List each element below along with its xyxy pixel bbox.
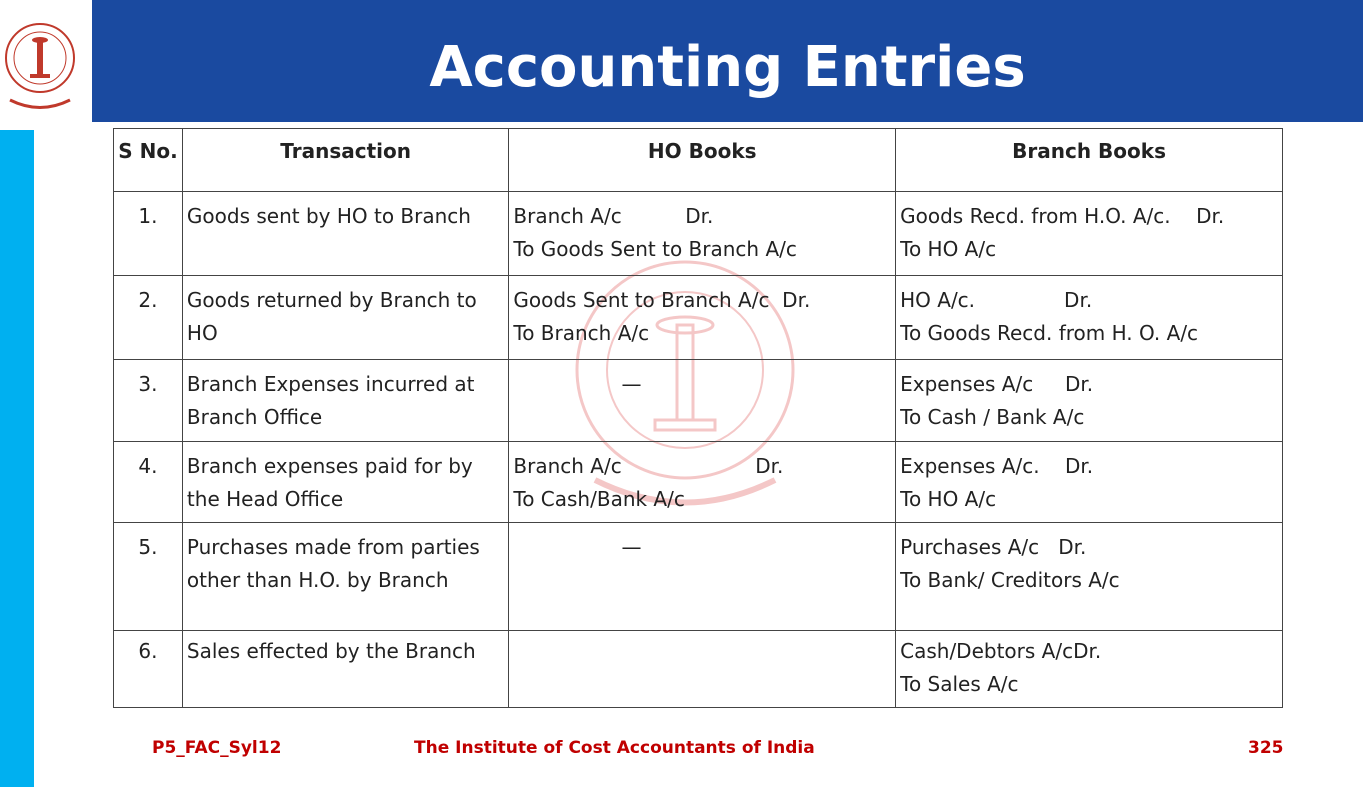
row-ho-entry bbox=[509, 360, 896, 442]
row-branch-entry bbox=[896, 523, 1283, 631]
header-sno: S No. bbox=[114, 129, 183, 192]
header-transaction: Transaction bbox=[182, 129, 508, 192]
row-sno: 5. bbox=[114, 523, 183, 631]
row-ho-entry bbox=[509, 192, 896, 276]
ho-debit-line: Branch A/c Dr. bbox=[513, 454, 784, 478]
row-sno: 2. bbox=[114, 276, 183, 360]
row-transaction: Branch Expenses incurred at Branch Office bbox=[182, 360, 508, 442]
row-transaction: Branch expenses paid for by the Head Office bbox=[182, 442, 508, 523]
row-branch-entry bbox=[896, 631, 1283, 708]
row-sno: 4. bbox=[114, 442, 183, 523]
header-ho-books: HO Books bbox=[509, 129, 896, 192]
side-accent-bar bbox=[0, 130, 34, 787]
branch-credit-line: To HO A/c bbox=[900, 237, 997, 261]
ho-dash: — bbox=[513, 535, 642, 559]
title-bar bbox=[92, 0, 1363, 122]
row-branch-entry bbox=[896, 360, 1283, 442]
table-row bbox=[114, 442, 1283, 523]
header-branch-books: Branch Books bbox=[896, 129, 1283, 192]
footer-page-number: 325 bbox=[1248, 738, 1284, 758]
ho-credit-line: To Cash/Bank A/c bbox=[513, 487, 685, 511]
footer-code: P5_FAC_Syl12 bbox=[152, 738, 282, 758]
table-row bbox=[114, 192, 1283, 276]
row-ho-entry bbox=[509, 442, 896, 523]
ho-debit-line: Branch A/c Dr. bbox=[513, 204, 714, 228]
branch-debit-line: HO A/c. Dr. bbox=[900, 288, 1093, 312]
ho-dash: — bbox=[513, 372, 642, 396]
branch-debit-line: Goods Recd. from H.O. A/c. Dr. bbox=[900, 204, 1225, 228]
row-transaction: Purchases made from parties other than H.O. by Branch bbox=[182, 523, 508, 631]
branch-debit-line: Cash/Debtors A/cDr. bbox=[900, 639, 1102, 663]
row-sno: 6. bbox=[114, 631, 183, 708]
row-ho-entry bbox=[509, 276, 896, 360]
row-transaction: Sales effected by the Branch bbox=[182, 631, 508, 708]
row-branch-entry bbox=[896, 192, 1283, 276]
table-row bbox=[114, 523, 1283, 631]
table-row bbox=[114, 631, 1283, 708]
row-transaction: Goods sent by HO to Branch bbox=[182, 192, 508, 276]
branch-credit-line: To Cash / Bank A/c bbox=[900, 405, 1085, 429]
footer-institute: The Institute of Cost Accountants of India bbox=[414, 738, 815, 758]
table-row bbox=[114, 360, 1283, 442]
row-sno: 1. bbox=[114, 192, 183, 276]
branch-credit-line: To Bank/ Creditors A/c bbox=[900, 568, 1120, 592]
branch-debit-line: Expenses A/c. Dr. bbox=[900, 454, 1094, 478]
branch-credit-line: To Sales A/c bbox=[900, 672, 1019, 696]
table-row bbox=[114, 276, 1283, 360]
branch-credit-line: To HO A/c bbox=[900, 487, 997, 511]
row-branch-entry bbox=[896, 276, 1283, 360]
row-ho-entry bbox=[509, 523, 896, 631]
branch-credit-line: To Goods Recd. from H. O. A/c bbox=[900, 321, 1199, 345]
row-ho-entry bbox=[509, 631, 896, 708]
institute-logo bbox=[0, 0, 80, 130]
ho-debit-line: Goods Sent to Branch A/c Dr. bbox=[513, 288, 811, 312]
accounting-entries-table bbox=[113, 128, 1283, 708]
table-header-row bbox=[114, 129, 1283, 192]
branch-debit-line: Expenses A/c Dr. bbox=[900, 372, 1094, 396]
row-branch-entry bbox=[896, 442, 1283, 523]
page-title: Accounting Entries bbox=[429, 35, 1026, 100]
ho-credit-line: To Branch A/c bbox=[513, 321, 650, 345]
branch-debit-line: Purchases A/c Dr. bbox=[900, 535, 1087, 559]
ho-credit-line: To Goods Sent to Branch A/c bbox=[513, 237, 797, 261]
row-sno: 3. bbox=[114, 360, 183, 442]
row-transaction: Goods returned by Branch to HO bbox=[182, 276, 508, 360]
